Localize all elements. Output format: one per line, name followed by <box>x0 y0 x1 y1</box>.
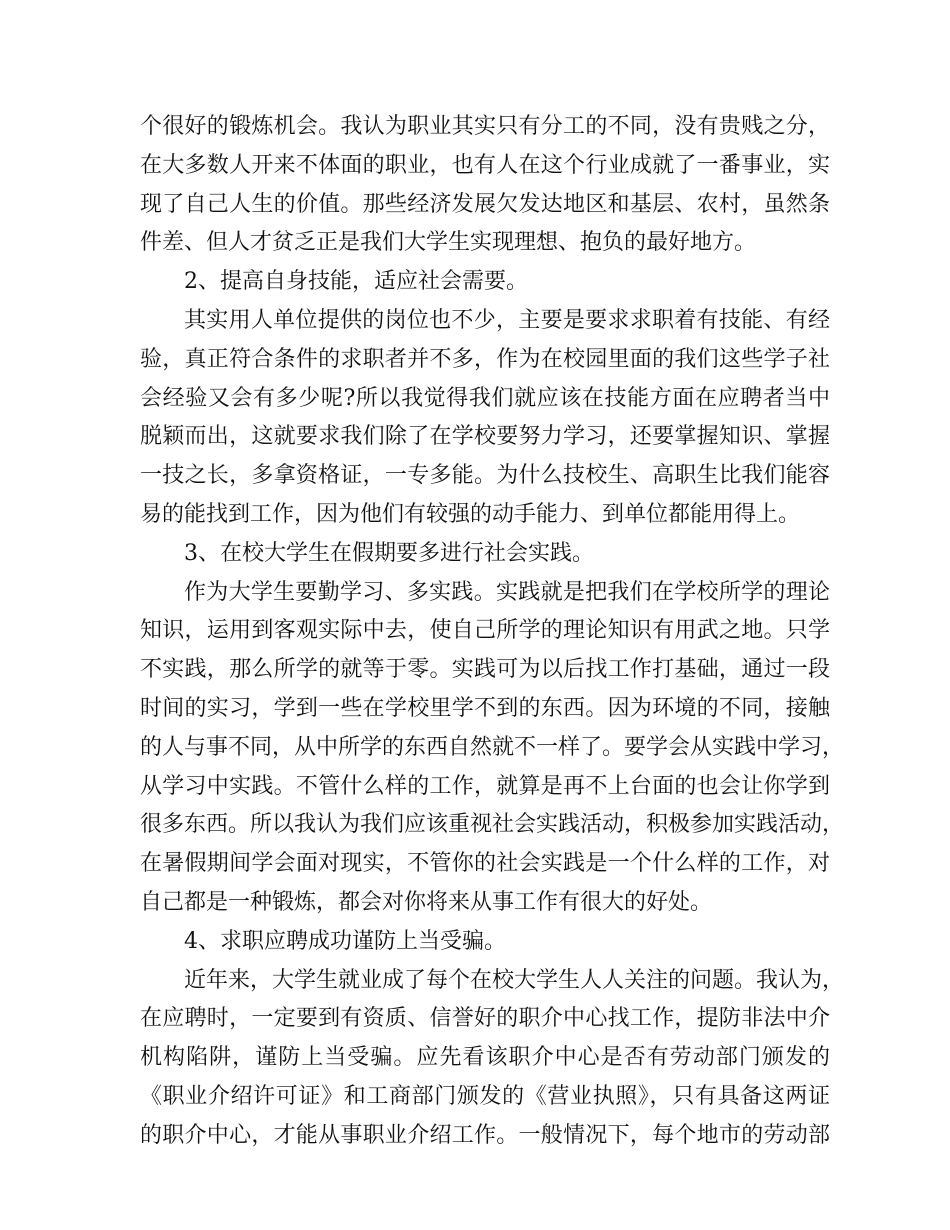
text-line: 其实用人单位提供的岗位也不少，主要是要求求职着有技能、有经 <box>184 307 830 333</box>
text-line: 很多东西。所以我认为我们应该重视社会实践活动，积极参加实践活动， <box>140 812 845 838</box>
text-line: 知识，运用到客观实际中去，使自己所学的理论知识有用武之地。只学 <box>140 618 830 644</box>
text-line: 作为大学生要勤学习、多实践。实践就是把我们在学校所学的理论 <box>184 579 830 605</box>
text-line: 脱颖而出，这就要求我们除了在学校要努力学习，还要掌握知识、掌握 <box>140 424 830 450</box>
text-line: 自己都是一种锻炼，都会对你将来从事工作有很大的好处。 <box>140 889 713 915</box>
text-line: 2、提高自身技能，适应社会需要。 <box>184 269 528 295</box>
text-line: 一技之长，多拿资格证，一专多能。为什么技校生、高职生比我们能容 <box>140 463 830 489</box>
text-line: 在暑假期间学会面对现实，不管你的社会实践是一个什么样的工作，对 <box>140 851 830 877</box>
text-line: 验，真正符合条件的求职者并不多，作为在校园里面的我们这些学子社 <box>140 346 830 372</box>
text-line: 近年来，大学生就业成了每个在校大学生人人关注的问题。我认为， <box>184 967 845 993</box>
text-line: 易的能找到工作，因为他们有较强的动手能力、到单位都能用得上。 <box>140 501 801 527</box>
text-line: 会经验又会有多少呢?所以我觉得我们就应该在技能方面在应聘者当中 <box>140 385 830 411</box>
text-line: 3、在校大学生在假期要多进行社会实践。 <box>184 540 594 566</box>
text-line: 不实践，那么所学的就等于零。实践可为以后找工作打基础，通过一段 <box>140 657 830 683</box>
text-line: 在应聘时，一定要到有资质、信誉好的职介中心找工作，提防非法中介 <box>140 1006 830 1032</box>
text-line: 个很好的锻炼机会。我认为职业其实只有分工的不同，没有贵贱之分， <box>140 114 830 139</box>
text-line: 的人与事不同，从中所学的东西自然就不一样了。要学会从实践中学习， <box>140 734 845 760</box>
document-body <box>140 108 845 1156</box>
text-line: 4、求职应聘成功谨防上当受骗。 <box>184 928 506 954</box>
text-line: 机构陷阱，谨防上当受骗。应先看该职介中心是否有劳动部门颁发的 <box>140 1045 830 1071</box>
text-line: 现了自己人生的价值。那些经济发展欠发达地区和基层、农村，虽然条 <box>140 191 830 217</box>
text-line: 的职介中心，才能从事职业介绍工作。一般情况下，每个地市的劳动部 <box>140 1122 830 1148</box>
text-line: 《职业介绍许可证》和工商部门颁发的《营业执照》，只有具备这两证 <box>140 1083 830 1109</box>
text-line: 在大多数人开来不体面的职业，也有人在这个行业成就了一番事业，实 <box>140 152 830 178</box>
text-line: 件差、但人才贫乏正是我们大学生实现理想、抱负的最好地方。 <box>140 230 757 256</box>
text-line: 从学习中实践。不管什么样的工作，就算是再不上台面的也会让你学到 <box>140 773 830 799</box>
text-line: 时间的实习，学到一些在学校里学不到的东西。因为环境的不同，接触 <box>140 695 830 721</box>
